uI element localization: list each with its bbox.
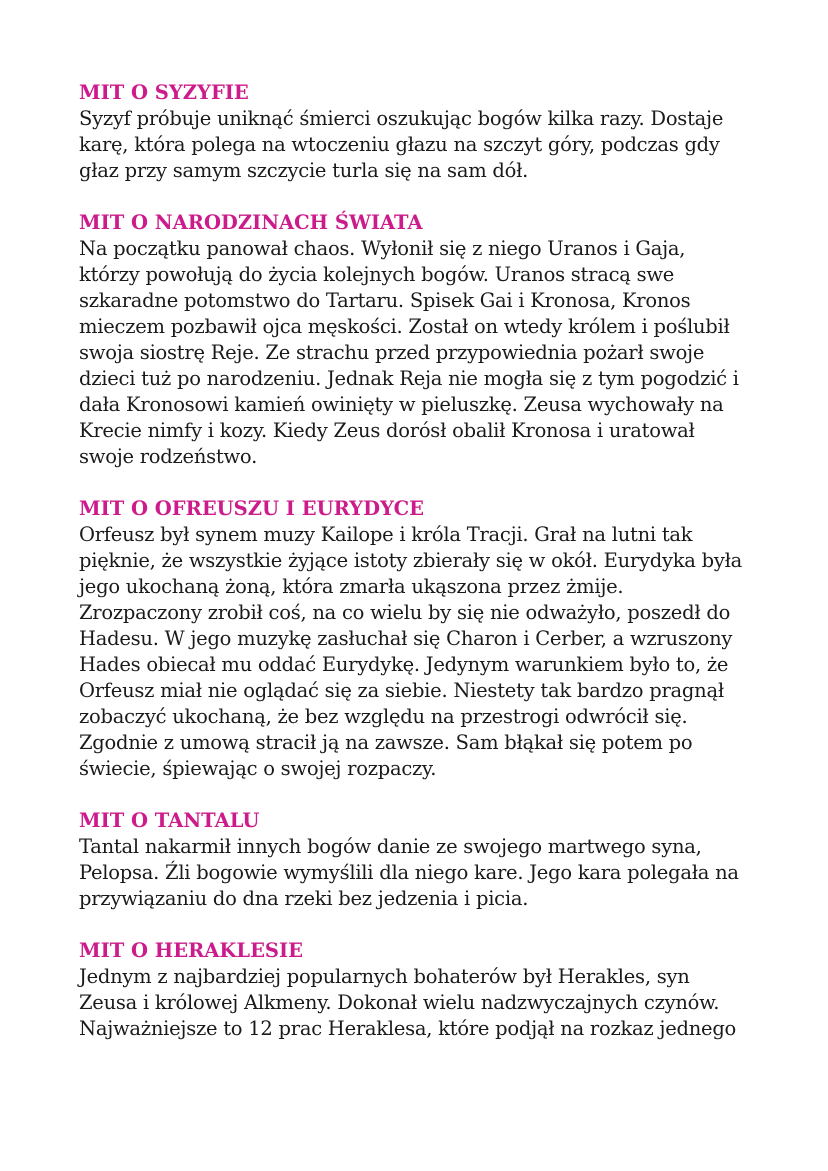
body-line: Zeusa i królowej Alkmeny. Dokonał wielu nadzwyczajnych czynów. bbox=[79, 991, 720, 1014]
body-line: pięknie, że wszystkie żyjące istoty zbierały się w okół. Eurydyka była bbox=[79, 549, 743, 572]
section-body bbox=[79, 106, 779, 184]
section-syzyf bbox=[79, 80, 779, 184]
section-tantal bbox=[79, 808, 779, 912]
section-title: MIT O HERAKLESIE bbox=[79, 939, 303, 962]
body-line: Orfeusz był synem muzy Kailope i króla Tracji. Grał na lutni tak bbox=[79, 523, 693, 546]
body-line: świecie, śpiewając o swojej rozpaczy. bbox=[79, 757, 437, 780]
section-title: MIT O TANTALU bbox=[79, 809, 260, 832]
body-line: Tantal nakarmił innych bogów danie ze swojego martwego syna, bbox=[79, 835, 702, 858]
section-herakles bbox=[79, 938, 779, 1042]
body-line: Orfeusz miał nie oglądać się za siebie. Niestety tak bardzo pragnął bbox=[79, 679, 724, 702]
body-line: mieczem pozbawił ojca męskości. Został on wtedy królem i poślubił bbox=[79, 315, 730, 338]
body-line: Pelopsa. Źli bogowie wymyślili dla niego kare. Jego kara polegała na bbox=[79, 861, 739, 884]
document-page bbox=[79, 80, 779, 1068]
body-line: Hades obiecał mu oddać Eurydykę. Jedynym warunkiem było to, że bbox=[79, 653, 729, 676]
body-line: Hadesu. W jego muzykę zasłuchał się Charon i Cerber, a wzruszony bbox=[79, 627, 733, 650]
body-line: szkaradne potomstwo do Tartaru. Spisek Gai i Kronosa, Kronos bbox=[79, 289, 691, 312]
body-line: swoja siostrę Reje. Ze strachu przed przypowiednia pożarł swoje bbox=[79, 341, 705, 364]
body-line: jego ukochaną żoną, która zmarła ukąszona przez żmije. bbox=[79, 575, 624, 598]
body-line: zobaczyć ukochaną, że bez względu na przestrogi odwrócił się. bbox=[79, 705, 688, 728]
section-body bbox=[79, 236, 779, 470]
body-line: dzieci tuż po narodzeniu. Jednak Reja nie mogła się z tym pogodzić i bbox=[79, 367, 739, 390]
body-line: karę, która polega na wtoczeniu głazu na szczyt góry, podczas gdy bbox=[79, 133, 720, 156]
body-line: Zgodnie z umową stracił ją na zawsze. Sam błąkał się potem po bbox=[79, 731, 693, 754]
section-body bbox=[79, 834, 779, 912]
body-line: Syzyf próbuje uniknąć śmierci oszukując bogów kilka razy. Dostaje bbox=[79, 107, 724, 130]
section-body bbox=[79, 522, 779, 782]
body-line: Najważniejsze to 12 prac Heraklesa, które podjął na rozkaz jednego bbox=[79, 1017, 737, 1040]
section-orfeusz bbox=[79, 496, 779, 782]
body-line: którzy powołują do życia kolejnych bogów. Uranos stracą swe bbox=[79, 263, 675, 286]
body-line: Zrozpaczony zrobił coś, na co wielu by się nie odważyło, poszedł do bbox=[79, 601, 731, 624]
section-title: MIT O SYZYFIE bbox=[79, 81, 249, 104]
body-line: Na początku panował chaos. Wyłonił się z niego Uranos i Gaja, bbox=[79, 237, 686, 260]
body-line: dała Kronosowi kamień owinięty w pieluszkę. Zeusa wychowały na bbox=[79, 393, 724, 416]
section-narodziny-swiata bbox=[79, 210, 779, 470]
body-line: głaz przy samym szczycie turla się na sam dół. bbox=[79, 159, 529, 182]
body-line: przywiązaniu do dna rzeki bez jedzenia i picia. bbox=[79, 887, 529, 910]
section-body bbox=[79, 964, 779, 1042]
body-line: swoje rodzeństwo. bbox=[79, 445, 258, 468]
body-line: Jednym z najbardziej popularnych bohaterów był Herakles, syn bbox=[79, 965, 690, 988]
body-line: Krecie nimfy i kozy. Kiedy Zeus dorósł obalił Kronosa i uratował bbox=[79, 419, 695, 442]
section-title: MIT O OFREUSZU I EURYDYCE bbox=[79, 497, 424, 520]
section-title: MIT O NARODZINACH ŚWIATA bbox=[79, 211, 423, 234]
